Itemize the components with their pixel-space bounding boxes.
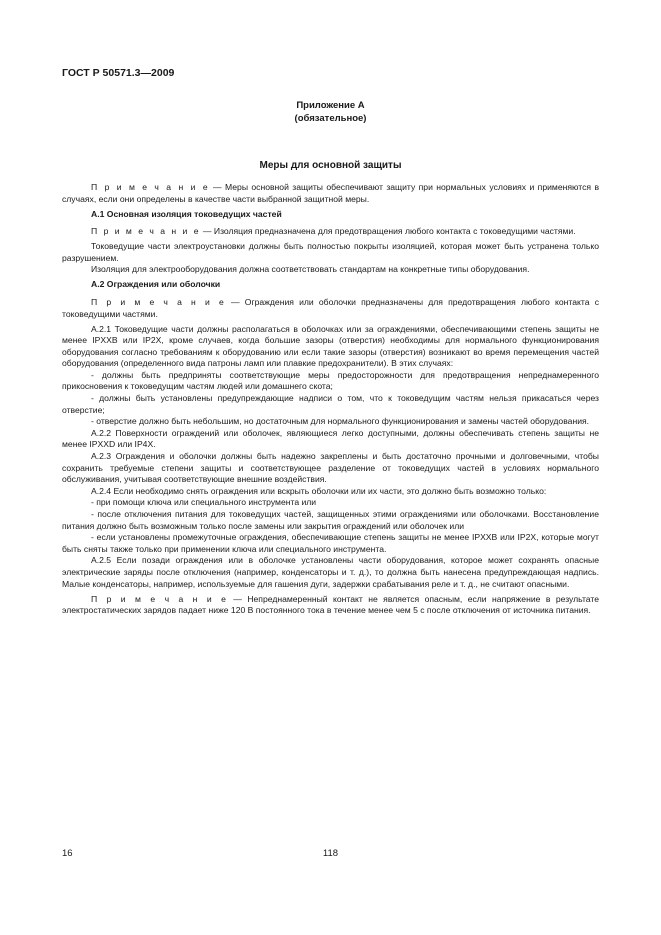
note-paragraph: П р и м е ч а н и е — Непреднамеренный контакт не является опасным, если напряжение в результате электростатических зарядов падает ниже 120 В постоянного тока в течение менее чем 5 с после отключения от источника питания. xyxy=(62,593,600,616)
list-item: - должны быть предприняты соответствующие меры предосторожности для предотвращения непреднамеренного прикосновения к токоведущим частям людей или домашнего скота; xyxy=(62,369,599,392)
standard-header: ГОСТ Р 50571.3—2009 xyxy=(62,67,175,79)
note-label: П р и м е ч а н и е xyxy=(91,593,228,604)
list-item: - должны быть установлены предупреждающие надписи о том, что к токоведущим частям нельзя прикасаться через отверстие; xyxy=(62,393,599,415)
subsection-heading: А.2 Ограждения или оболочки xyxy=(91,279,221,290)
note-paragraph: П р и м е ч а н и е — Ограждения или оболочки предназначены для предотвращения любого контакта с токоведущими частями. xyxy=(62,296,599,319)
note-label: П р и м е ч а н и е xyxy=(91,182,210,192)
body-paragraph: А.2.5 Если позади ограждения или в оболочке установлены части оборудования, которое может сохранять опасные электрические заряды после отключения (например, конденсаторы и т. д.), то должна быть нанесена предупреждающая надпись. Малые конденсаторы, например, используемые для гашения дуги, задержки срабатывания реле и т. д., не считают опасными. xyxy=(62,555,599,589)
body-paragraph: А.2.3 Ограждения и оболочки должны быть надежно закреплены и быть достаточно прочными и долговечными, чтобы сохранить требуемые степени защиты и соответствующее разделение от токоведущих частей в условиях нормального обслуживания, учитывая соответствующие внешние воздействия. xyxy=(62,451,599,485)
list-item: - после отключения питания для токоведущих частей, защищенных этими ограждениями или оболочками. Восстановление питания должно быть возможным только после замены или закрытия ограждений или оболочек или xyxy=(62,509,599,531)
note-paragraph: П р и м е ч а н и е — Меры основной защиты обеспечивают защиту при нормальных условиях и применяются в случаях, если они определены в качестве части выбранной защитной меры. xyxy=(62,182,600,204)
note-label: П р и м е ч а н и е xyxy=(91,296,226,307)
note-label: П р и м е ч а н и е xyxy=(91,226,201,237)
list-item: - если установлены промежуточные ограждения, обеспечивающие степень защиты не менее IPXXB или IP2X, которые могут быть сняты также только при применении ключа или специального инструмента. xyxy=(62,532,599,554)
appendix-title: Приложение А xyxy=(296,100,365,111)
page-number-left: 16 xyxy=(62,848,73,859)
document-body xyxy=(62,182,599,620)
body-paragraph: А.2.1 Токоведущие части должны располагаться в оболочках или за ограждениями, обеспечивающими степень защиты не менее IPXXB или IP2X, кроме случаев, когда большие зазоры (отверстия) необходимы для нормального функционирования оборудования согласно требованиям к оборудованию или если такие зазоры (отверстия) возникают во время перемещения частей оборудования (определенного вида патроны ламп или плавкие предохранители). В этих случаях: xyxy=(62,323,599,369)
subsection-heading: А.1 Основная изоляция токоведущих частей xyxy=(91,208,282,219)
body-paragraph: А.2.4 Если необходимо снять ограждения или вскрыть оболочки или их части, это должно быть возможно только: xyxy=(91,485,547,496)
appendix-heading xyxy=(0,99,661,125)
body-paragraph: А.2.2 Поверхности ограждений или оболочек, являющиеся легко доступными, должны обеспечивать степень защиты не менее IPXXD или IP4X. xyxy=(62,427,599,450)
appendix-subtitle: (обязательное) xyxy=(294,113,367,124)
list-item: - отверстие должно быть небольшим, но достаточным для нормального функционирования и замены частей оборудования. xyxy=(91,416,590,427)
section-title: Меры для основной защиты xyxy=(259,160,402,171)
note-paragraph: П р и м е ч а н и е — Изоляция предназначена для предотвращения любого контакта с токоведущими частями. xyxy=(91,226,576,237)
list-item: - при помощи ключа или специального инструмента или xyxy=(91,497,317,508)
body-paragraph: Токоведущие части электроустановки должны быть полностью покрыты изоляцией, которая может быть устранена только разрушением. xyxy=(62,241,599,263)
page-number-center: 118 xyxy=(322,848,339,859)
body-paragraph: Изоляция для электрооборудования должна соответствовать стандартам на конкретные типы оборудования. xyxy=(91,264,530,275)
